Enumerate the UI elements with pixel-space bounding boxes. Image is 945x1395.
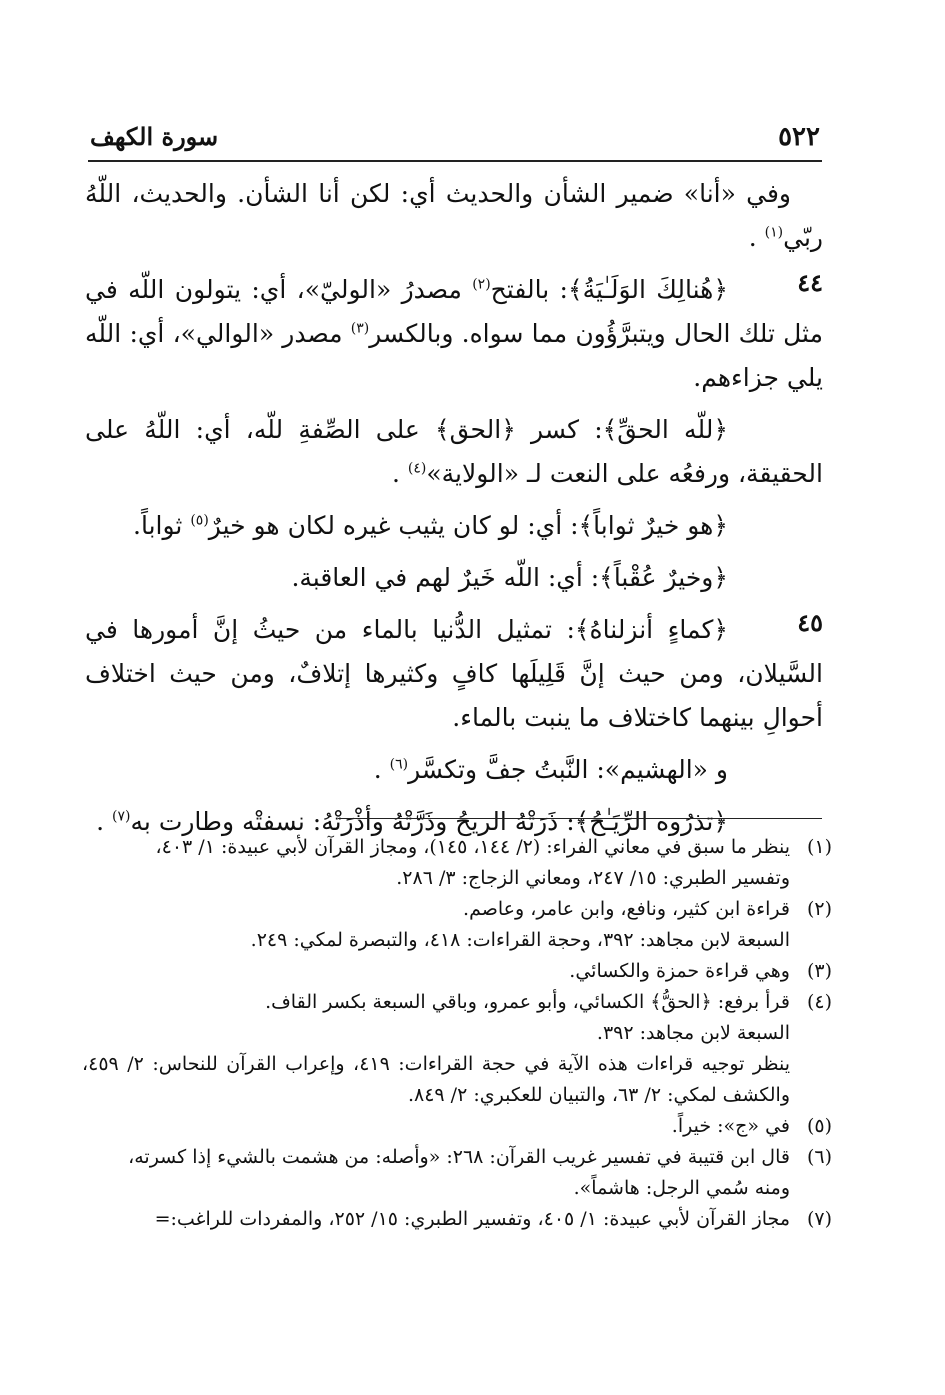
footnote-1 [82, 832, 832, 894]
footnote-ref-7[interactable]: (٧) [112, 808, 131, 825]
footnote-7 [82, 1204, 832, 1235]
footnote-ref-3[interactable]: (٣) [350, 320, 370, 337]
page-header [90, 116, 820, 156]
footnote-ref-2[interactable]: (٢) [472, 276, 491, 293]
verse-44-p3-a: ﴿هو خيرٌ ثواباً﴾: أي: لو كان يثيب غيره لكان هو خيرٌ [208, 511, 728, 540]
verse-44-paragraph-1 [85, 268, 823, 400]
verse-44-paragraph-3 [85, 504, 823, 548]
verse-44-block [85, 268, 823, 600]
verse-45-paragraph-2 [85, 748, 823, 792]
verse-44-paragraph-2 [85, 408, 823, 496]
verse-45-p3-b: . [96, 807, 113, 836]
footnote-ref-4[interactable]: (٤) [407, 460, 427, 477]
intro-text: وفي «أنا» ضمير الشأن والحديث أي: لكن أنا الشأن. والحديث، اللّهُ ربّي [85, 179, 823, 252]
footnote-2 [82, 894, 832, 956]
verse-44-p2-b: . [391, 459, 408, 488]
verse-45-paragraph-1 [85, 608, 823, 740]
footnote-line: وتفسير الطبري: ١٥/ ٢٤٧، ومعاني الزجاج: ٣/ ٢٨٦. [396, 867, 790, 889]
verse-44-p4: ﴿وخيرٌ عُقْباً﴾: أي: اللّه خَيرٌ لهم في العاقبة. [291, 563, 728, 592]
footnotes-section [82, 832, 832, 1235]
verse-number-45: ٤٥ [797, 608, 823, 637]
footnote-line: قراءة ابن كثير، ونافع، وابن عامر، وعاصم. [463, 898, 790, 920]
verse-45-p1: ﴿كماءٍ أنزلناهُ﴾: تمثيل الدُّنيا بالماء من حيثُ إنَّ أمورها في السَّيلان، ومن حيث إنَّ قَلِيلَها كافٍ وكثيرها إتلافٌ، ومن حيث اختلاف أحوالِ بينهما كاختلاف ما ينبت بالماء. [85, 615, 823, 732]
footnote-line: ينظر توجيه قراءات هذه الآية في حجة القراءات: ٤١٩، وإعراب القرآن للنحاس: ٢/ ٤٥٩، والكشف لمكي: ٢/ ٦٣، والتبيان للعكبري: ٢/ ٨٤٩. [82, 1053, 790, 1106]
footnote-ref-5[interactable]: (٥) [190, 512, 209, 529]
footnote-line: وهي قراءة حمزة والكسائي. [569, 960, 790, 982]
main-text [85, 172, 823, 852]
verse-number-44: ٤٤ [797, 268, 823, 297]
footnote-line: السبعة لابن مجاهد: ٣٩٢. [596, 1022, 790, 1044]
footnote-line: قال ابن قتيبة في تفسير غريب القرآن: ٢٦٨: «وأصله: من هشمت بالشيء إذا كسرته، [128, 1146, 790, 1168]
footnote-number: (٧) [806, 1208, 832, 1230]
verse-45-p3-a: ﴿تذرُوه الرِّيَـٰحُ﴾: ذَرَتْهُ الريحُ وذَرَّتْهُ وأذْرَتْهُ: نسفتْه وطارت به [130, 807, 728, 836]
intro-paragraph [85, 172, 823, 260]
verse-44-p2-a: ﴿للّه الحقِّ﴾: كسر ﴿الحق﴾ على الصِّفةِ للّه، أي: اللّهُ على الحقيقة، ورفعُه على النعت لـ «الولاية» [85, 415, 823, 488]
verse-44-p1-b: مصدرُ «الوليّ»، أي: يتولون اللّه في مثل تلك الحال ويتبرَّؤُون مما سواه. وبالكسر [85, 275, 823, 348]
verse-44-p3-b: ثواباً. [133, 511, 191, 540]
footnote-divider [338, 818, 822, 819]
surah-title: سورة الكهف [90, 122, 219, 151]
footnote-number: (٦) [806, 1146, 832, 1168]
footnote-number: (٢) [806, 898, 832, 920]
verse-44-p1-c: مصدر «الوالي»، أي: اللّه يلي جزاءهم. [85, 319, 823, 392]
verse-45-p2-a: و «الهشيم»: النَّبتُ جفَّ وتكسَّر [408, 755, 728, 784]
footnote-number: (٥) [806, 1115, 832, 1137]
verse-44-p1-a: ﴿هُنالِكَ الوَلَـٰيَةُ﴾: بالفتح [490, 275, 728, 304]
footnote-number: (١) [806, 836, 832, 858]
footnote-line: ومنه سُمي الرجل: هاشماً». [573, 1177, 790, 1199]
header-divider [88, 160, 822, 162]
footnote-3 [82, 956, 832, 987]
footnote-number: (٤) [806, 991, 832, 1013]
footnote-6 [82, 1142, 832, 1204]
footnote-line: في «ج»: خيراً. [671, 1115, 790, 1137]
footnote-4 [82, 987, 832, 1111]
footnote-line: ينظر ما سبق في معاني الفراء: (٢/ ١٤٤، ١٤٥)، ومجاز القرآن لأبي عبيدة: ١/ ٤٠٣، [155, 836, 790, 858]
verse-45-block [85, 608, 823, 844]
footnote-5 [82, 1111, 832, 1142]
page-number: ٥٢٢ [778, 122, 820, 152]
footnote-number: (٣) [806, 960, 832, 982]
footnote-line: قرأ برفع: ﴿الحقُّ﴾ الكسائي، وأبو عمرو، وباقي السبعة بكسر القاف. [265, 991, 790, 1013]
verse-44-paragraph-4 [85, 556, 823, 600]
intro-end: . [748, 223, 765, 252]
footnote-ref-6[interactable]: (٦) [389, 756, 409, 773]
footnote-ref-1[interactable]: (١) [764, 224, 784, 241]
footnote-line: السبعة لابن مجاهد: ٣٩٢، وحجة القراءات: ٤١٨، والتبصرة لمكي: ٢٤٩. [250, 929, 790, 951]
footnote-line: مجاز القرآن لأبي عبيدة: ١/ ٤٠٥، وتفسير الطبري: ١٥/ ٢٥٢، والمفردات للراغب:= [154, 1208, 790, 1230]
verse-45-p2-b: . [373, 755, 390, 784]
